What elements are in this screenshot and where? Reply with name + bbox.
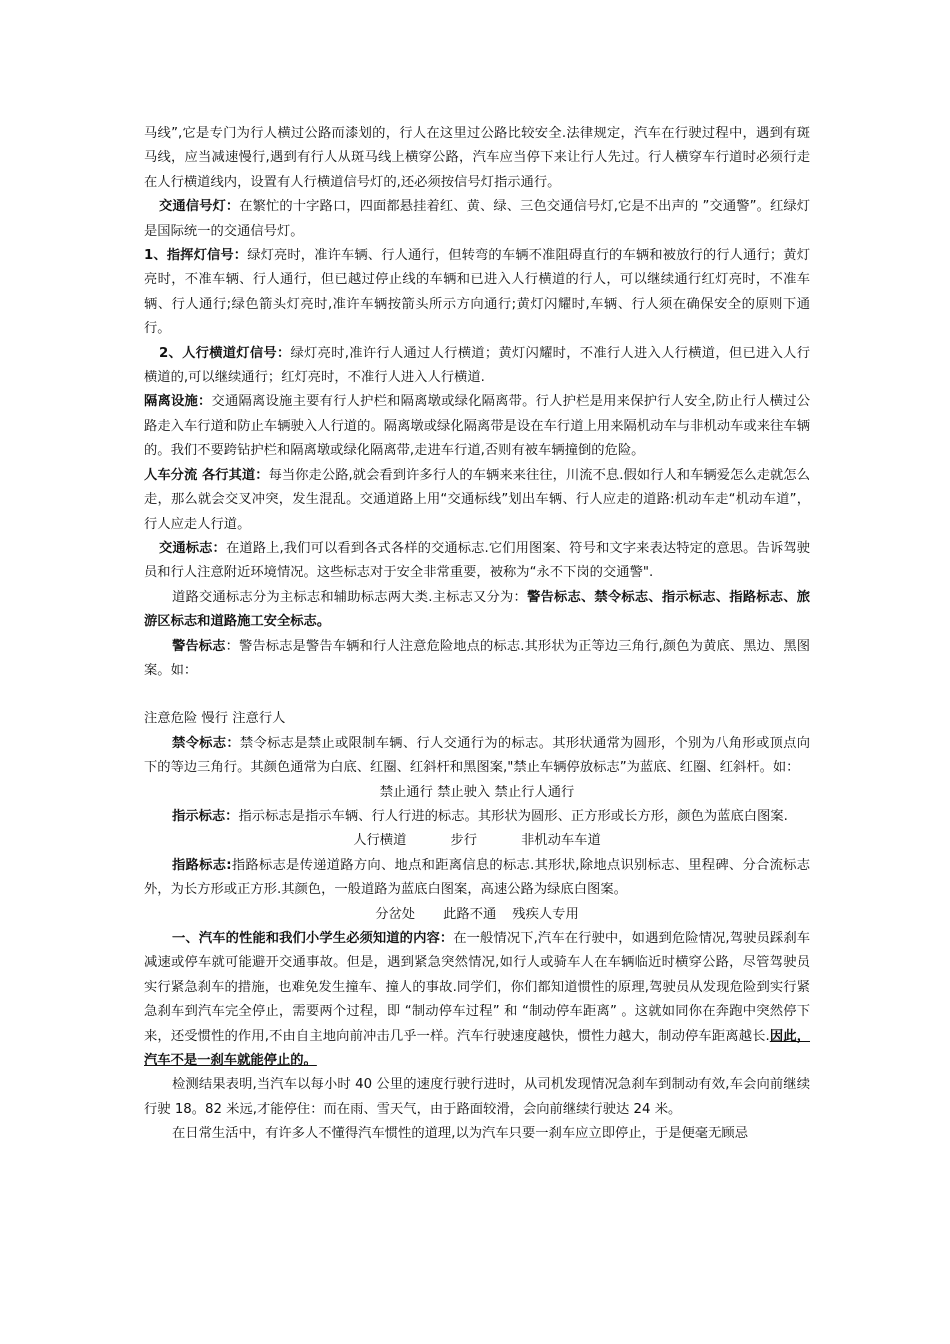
heading-prohibition-signs: 禁令标志： bbox=[172, 735, 240, 751]
heading-vehicle-performance: 一、汽车的性能和我们小学生必须知道的内容： bbox=[172, 931, 454, 946]
heading-command-signals: 1、指挥灯信号： bbox=[144, 248, 248, 264]
paragraph-daily-life: 在日常生活中，有许多人不懂得汽车惯性的道理,以为汽车只要一刹车应立即停止，于是便毫无顾忌 bbox=[172, 1126, 748, 1142]
paragraph-test-results: 检测结果表明,当汽车以每小时 40 公里的速度行驶行进时，从司机发现情况急刹车到制动有效,车会向前继续行驶 18。82 米远,才能停住：而在雨、雪天气，由于路面较滑，会向前继续行驶达 24 米。 bbox=[144, 1077, 810, 1117]
caption-walking: 步行 bbox=[450, 833, 477, 849]
heading-crosswalk-signals: 2、人行横道灯信号： bbox=[159, 345, 291, 361]
text-command-signals: 绿灯亮时，准许车辆、行人通行，但转弯的车辆不准阻碍直行的车辆和被放行的行人通行；黄灯亮时，不准车辆、行人通行，但已越过停止线的车辆和已进入人行横道的行人，可以继续通行红灯亮时，不准车辆、行人通行;绿色箭头灯亮时,准许车辆按箭头所示方向通行;黄灯闪耀时,车辆、行人须在确保安全的原则下通行。 bbox=[144, 248, 810, 337]
document-body bbox=[144, 122, 810, 1147]
heading-traffic-signs: 交通标志： bbox=[159, 540, 226, 556]
underlined-conclusion: 因此，汽车不是一刹车就能停止的。 bbox=[144, 1028, 811, 1069]
text-vehicle-performance: 在一般情况下,汽车在行驶中，如遇到危险情况,驾驶员踩刹车减速或停车就可能避开交通事故。但是，遇到紧急突然情况,如行人或骑车人在车辆临近时横穿公路，尽管驾驶员实行紧急刹车的措施，也难免发生撞车、撞人的事故.同学们，你们都知道惯性的原理,驾驶员从发现危险到实行紧急刹车到汽车完全停止，需要两个过程，即 “制动停车过程” 和 “制动停车距离” 。这就如同你在奔跑中突然停下来，还受惯性的作用,不由自主地向前冲击几乎一样。汽车行驶速度越快，惯性力越大，制动停车距离越长. bbox=[144, 931, 811, 1044]
paragraph-traffic-lights bbox=[144, 195, 810, 244]
caption-fork: 分岔处 bbox=[375, 906, 416, 922]
heading-warning-signs: 警告标志 bbox=[172, 638, 226, 654]
guide-sign-captions bbox=[144, 903, 810, 927]
text-traffic-lights: 在繁忙的十字路口，四面都悬挂着红、黄、绿、三色交通信号灯,它是不出声的 ”交通警”。红绿灯是国际统一的交通信号灯。 bbox=[144, 199, 811, 239]
heading-separate-lanes: 人车分流 各行其道： bbox=[144, 467, 269, 483]
caption-disabled: 残疾人专用 bbox=[512, 906, 579, 922]
paragraph-warning-signs bbox=[144, 635, 810, 684]
warning-sign-captions: 注意危险 慢行 注意行人 bbox=[144, 711, 286, 727]
heading-guide-signs: 指路标志: bbox=[172, 857, 232, 873]
paragraph-sign-categories bbox=[144, 586, 810, 635]
heading-traffic-lights: 交通信号灯： bbox=[159, 199, 240, 215]
paragraph-zebra-crossing: 马线”,它是专门为行人横过公路而漆划的，行人在这里过公路比较安全.法律规定，汽车在行驶过程中，遇到有斑马线，应当减速慢行,遇到有行人从斑马线上横穿公路，汽车应当停下来让行人先过。行人横穿车行道时必须行走在人行横道线内，设置有人行横道信号灯的,还必须按信号灯指示通行。 bbox=[144, 126, 810, 190]
text-crosswalk-signals: 绿灯亮时,准许行人通过人行横道；黄灯闪耀时，不准行人进入人行横道，但已进入人行横道的,可以继续通行；红灯亮时，不准行人进入人行横道. bbox=[144, 345, 810, 386]
text-indication-signs: 指示标志是指示车辆、行人行进的标志。其形状为圆形、正方形或长方形，颜色为蓝底白图案. bbox=[238, 808, 788, 824]
prohibition-sign-captions: 禁止通行 禁止驶入 禁止行人通行 bbox=[379, 784, 575, 800]
heading-indication-signs: 指示标志： bbox=[172, 808, 239, 824]
heading-isolation-facilities: 隔离设施： bbox=[144, 394, 212, 410]
text-sign-categories: 道路交通标志分为主标志和辅助标志两大类.主标志又分为： bbox=[172, 589, 528, 605]
blank-line bbox=[144, 683, 810, 707]
caption-crosswalk: 人行横道 bbox=[353, 833, 407, 849]
text-guide-signs: 指路标志是传递道路方向、地点和距离信息的标志.其形状,除地点识别标志、里程碑、分合流标志外，为长方形或正方形.其颜色，一般道路为蓝底白图案，高速公路为绿底白图案。 bbox=[144, 857, 810, 898]
paragraph-separate-lanes bbox=[144, 464, 810, 537]
paragraph-guide-signs bbox=[144, 854, 810, 903]
caption-non-motor-lane: 非机动车车道 bbox=[521, 833, 601, 849]
caption-dead-end: 此路不通 bbox=[443, 906, 497, 922]
paragraph-prohibition-signs bbox=[144, 732, 810, 781]
paragraph-command-signals bbox=[144, 244, 810, 342]
bold-sign-categories: 警告标志、禁令标志、指示标志、指路标志、旅游区标志和道路施工安全标志。 bbox=[144, 589, 810, 630]
paragraph-vehicle-performance bbox=[144, 927, 810, 1073]
paragraph-crosswalk-signals bbox=[144, 342, 810, 391]
paragraph-traffic-signs bbox=[144, 537, 810, 586]
text-prohibition-signs: 禁令标志是禁止或限制车辆、行人交通行为的标志。其形状通常为圆形，个别为八角形或顶点向下的等边三角行。其颜色通常为白底、红圈、红斜杆和黑图案,"禁止车辆停放标志”为蓝底、红圈、红斜杆。如： bbox=[144, 735, 811, 776]
text-traffic-signs: 在道路上,我们可以看到各式各样的交通标志.它们用图案、符号和文字来表达特定的意思。告诉驾驶员和行人注意附近环境情况。这些标志对于安全非常重要，被称为“永不下岗的交通警". bbox=[144, 540, 811, 581]
paragraph-indication-signs bbox=[144, 805, 810, 829]
paragraph-isolation-facilities bbox=[144, 390, 810, 463]
text-separate-lanes: 每当你走公路,就会看到许多行人的车辆来来往往，川流不息.假如行人和车辆爱怎么走就怎么走，那么就会交叉冲突，发生混乱。交通道路上用“交通标线”划出车辆、行人应走的道路:机动车走“机动车道”，行人应走人行道。 bbox=[144, 467, 810, 532]
indication-sign-captions bbox=[144, 829, 810, 853]
text-warning-signs: ：警告标志是警告车辆和行人注意危险地点的标志.其形状为正等边三角行,颜色为黄底、黑边、黑图案。如： bbox=[144, 638, 811, 678]
text-isolation-facilities: 交通隔离设施主要有行人护栏和隔离墩或绿化隔离带。行人护栏是用来保护行人安全,防止行人横过公路走入车行道和防止车辆驶入人行道的。隔离墩或绿化隔离带是设在车行道上用来隔机动车与非机动车或来往车辆的。我们不要跨钻护栏和隔离墩或绿化隔离带,走进车行道,否则有被车辆撞倒的危险。 bbox=[144, 394, 810, 459]
